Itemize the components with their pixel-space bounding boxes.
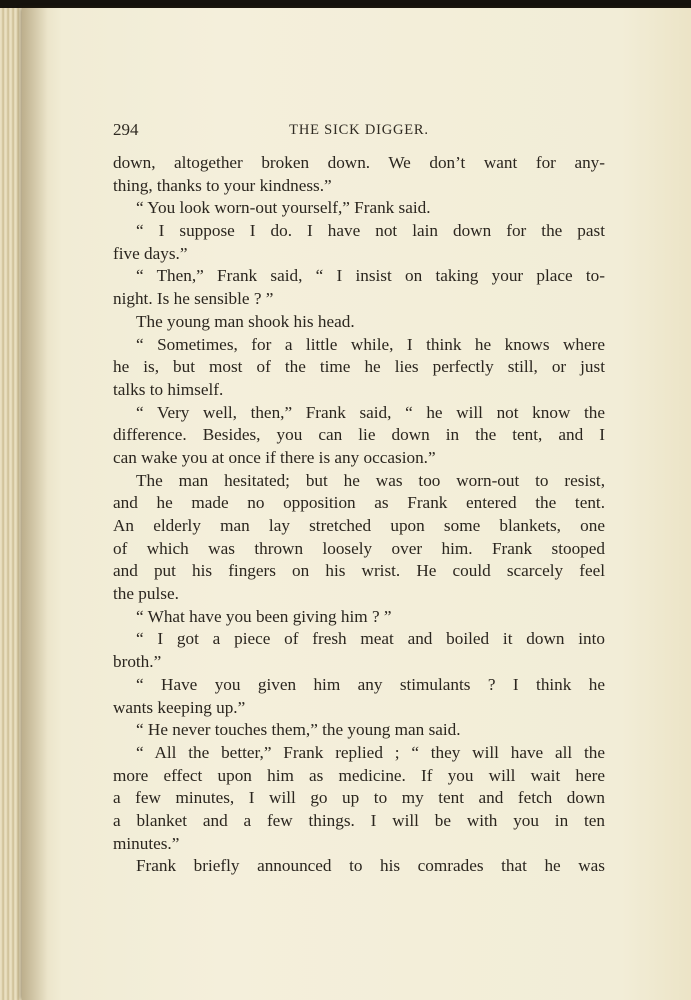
text-line: wants keeping up.” (113, 697, 246, 717)
text-line: “ You look worn-out yourself,” Frank said. (136, 198, 431, 218)
text-line: of which was thrown loosely over him. Frank stooped (113, 538, 605, 558)
page-number: 294 (113, 120, 139, 139)
text-line: and put his fingers on his wrist. He could scarcely feel (113, 561, 605, 581)
text-line: An elderly man lay stretched upon some blankets, one (113, 516, 605, 535)
text-line: “ What have you been giving him ? ” (136, 606, 392, 626)
text-line: thing, thanks to your kindness.” (113, 175, 332, 195)
gutter-shadow (22, 8, 48, 1000)
text-line: “ I got a piece of fresh meat and boiled it down into (136, 629, 605, 649)
text-line: can wake you at once if there is any occasion.” (113, 447, 436, 467)
text-line: “ All the better,” Frank replied ; “ they will have all the (136, 742, 605, 762)
text-line: a few minutes, I will go up to my tent and fetch down (113, 788, 605, 808)
text-line: “ He never touches them,” the young man said. (136, 720, 461, 740)
text-line: Frank briefly announced to his comrades that he was (136, 856, 605, 876)
text-line: five days.” (113, 243, 188, 263)
running-head: THE SICK DIGGER. (289, 122, 429, 138)
text-line: The man hesitated; but he was too worn-out to resist, (136, 470, 605, 490)
text-line: “ Very well, then,” Frank said, “ he will not know the (136, 402, 605, 422)
text-line: and he made no opposition as Frank entered the tent. (113, 493, 605, 513)
body-text (113, 152, 605, 878)
text-line: down, altogether broken down. We don’t want for any- (113, 153, 605, 172)
text-line: he is, but most of the time he lies perfectly still, or just (113, 357, 605, 377)
text-line: “ I suppose I do. I have not lain down for the past (136, 221, 605, 241)
text-line: “ Sometimes, for a little while, I think he knows where (136, 334, 605, 354)
page-header (113, 114, 605, 144)
text-line: night. Is he sensible ? ” (113, 289, 274, 309)
text-line: more effect upon him as medicine. If you will wait here (113, 765, 605, 785)
text-line: The young man shook his head. (136, 311, 355, 331)
text-line: difference. Besides, you can lie down in the tent, and I (113, 425, 605, 445)
text-line: minutes.” (113, 833, 180, 853)
text-line: broth.” (113, 652, 162, 672)
text-line: “ Have you given him any stimulants ? I think he (136, 674, 605, 694)
text-line: the pulse. (113, 584, 179, 604)
text-line: talks to himself. (113, 379, 224, 399)
text-line: “ Then,” Frank said, “ I insist on taking your place to- (136, 266, 605, 286)
text-line: a blanket and a few things. I will be with you in ten (113, 810, 605, 830)
